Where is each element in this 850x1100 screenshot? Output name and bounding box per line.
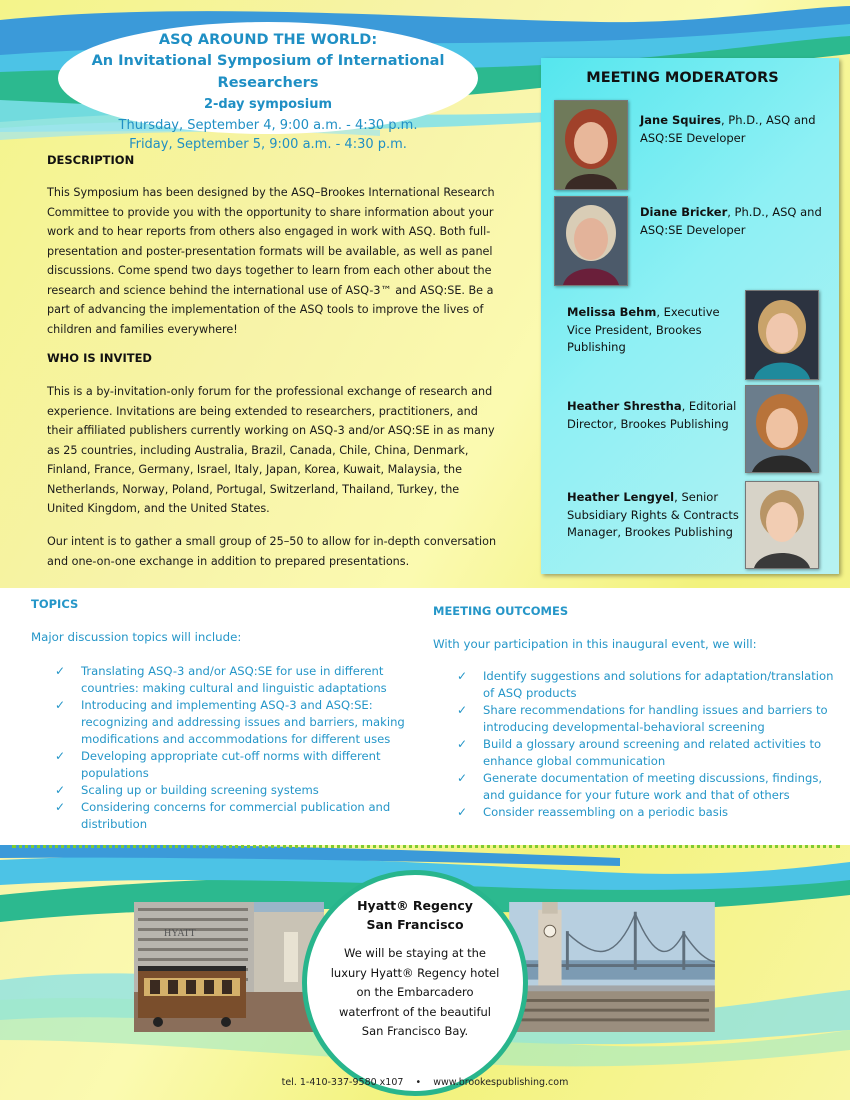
checkmark-icon: ✓: [457, 669, 468, 683]
list-item: ✓ Generate documentation of meeting discussions, findings, and guidance for your future work and that of others: [457, 771, 823, 802]
header-duration: 2-day symposium: [203, 97, 333, 112]
moderator-photo-heather-shrestha: [745, 385, 819, 473]
checkmark-icon: ✓: [55, 749, 66, 763]
description-line: children and families everywhere!: [47, 322, 238, 336]
list-item: ✓ Translating ASQ-3 and/or ASQ:SE for use in different countries: making cultural and linguistic adaptations: [55, 664, 387, 695]
list-item: ✓ Share recommendations for handling issues and barriers to introducing developmental-behavioral screening: [457, 703, 828, 734]
embarcadero-photo: [506, 902, 718, 1032]
list-item: ✓ Introducing and implementing ASQ-3 and ASQ:SE: recognizing and addressing issues and barriers, making modifications and accommodations for different uses: [55, 698, 405, 746]
checkmark-icon: ✓: [457, 771, 468, 785]
invited-line: Finland, France, Germany, Israel, Italy, Japan, Korea, Kuwait, Malaysia, the: [47, 463, 462, 476]
header-date-1: Thursday, September 4, 9:00 a.m. - 4:30 p.m.: [118, 118, 418, 133]
description-line: discussions. Come spend two days together to learn from each other about the: [47, 264, 492, 277]
invited-text: [47, 382, 527, 519]
moderator-name: Jane Squires: [640, 113, 721, 127]
divider-bottom: [12, 845, 840, 848]
list-item: ✓ Consider reassembling on a periodic basis: [457, 805, 729, 819]
moderator-photo-melissa-behm: [745, 290, 819, 380]
invited-line: United Kingdom, and the United States.: [47, 502, 270, 515]
outcomes-list: [433, 668, 843, 821]
moderator-photo-heather-lengyel: [745, 481, 819, 569]
checkmark-icon: ✓: [55, 800, 66, 814]
moderator-photo-jane-squires: [554, 100, 628, 190]
footer-phone: tel. 1-410-337-9580 x107: [281, 1077, 404, 1088]
outcomes-heading: MEETING OUTCOMES: [433, 604, 569, 618]
description-line: Committee to provide you with the opportunity to share information about your: [47, 205, 494, 219]
invited-line: This is a by-invitation-only forum for the professional exchange of research and: [47, 385, 493, 398]
moderator-name: Diane Bricker: [640, 205, 728, 219]
topics-heading: TOPICS: [31, 597, 79, 611]
header-subtitle: An Invitational Symposium of International Researchers: [91, 53, 445, 91]
moderator-name: Heather Lengyel: [567, 490, 675, 504]
footer-bullet: •: [415, 1077, 422, 1088]
checkmark-icon: ✓: [55, 698, 66, 712]
moderators-title: MEETING MODERATORS: [586, 70, 779, 86]
topics-intro: Major discussion topics will include:: [31, 630, 242, 644]
moderator-diane-bricker: Diane Bricker, Ph.D., ASQ and ASQ:SE Developer: [640, 205, 822, 237]
list-item: ✓ Identify suggestions and solutions for adaptation/translation of ASQ products: [457, 669, 834, 700]
moderator-photo-diane-bricker: [554, 196, 628, 286]
description-text: [47, 183, 527, 339]
checkmark-icon: ✓: [457, 805, 468, 819]
header-title: ASQ AROUND THE WORLD:: [158, 32, 378, 48]
moderator-jane-squires: Jane Squires, Ph.D., ASQ and ASQ:SE Developer: [640, 113, 816, 145]
description-line: part of advancing the implementation of the ASQ tools to improve the lives of: [47, 303, 484, 316]
intent-line: and one-on-one exchange in addition to prepared presentations.: [47, 554, 410, 568]
description-line: This Symposium has been designed by the ASQ–Brookes International Research: [47, 186, 495, 199]
description-heading: DESCRIPTION: [47, 153, 135, 167]
hyatt-sign: HYATT: [164, 928, 196, 939]
intent-line: Our intent is to gather a small group of 25–50 to allow for in-depth conversation: [47, 535, 497, 548]
invited-line: experience. Invitations are being extended to researchers, practitioners, and: [47, 404, 478, 418]
hotel-street-photo: [134, 902, 324, 1032]
description-line: research and science behind the international use of ASQ-3™ and ASQ:SE. Be a: [47, 283, 494, 297]
invited-line: their affiliated publishers currently working on ASQ-3 and/or ASQ:SE in as many: [47, 424, 495, 437]
moderator-melissa-behm: Melissa Behm, Executive Vice President, Brookes Publishing: [567, 305, 720, 354]
list-item: ✓ Considering concerns for commercial publication and distribution: [55, 800, 391, 831]
hotel-description: We will be staying at the luxury Hyatt® Regency hotel on the Embarcadero waterfront of the beautiful San Francisco Bay.: [330, 946, 500, 1038]
checkmark-icon: ✓: [55, 783, 66, 797]
moderator-heather-shrestha: Heather Shrestha, Editorial Director, Brookes Publishing: [567, 399, 737, 431]
intent-text: [47, 532, 527, 571]
checkmark-icon: ✓: [457, 737, 468, 751]
outcomes-intro: With your participation in this inaugural event, we will:: [433, 637, 757, 651]
moderator-name: Melissa Behm: [567, 305, 657, 319]
moderator-name: Heather Shrestha: [567, 399, 682, 413]
list-item: ✓ Scaling up or building screening systems: [55, 783, 319, 797]
topics-list: [31, 663, 411, 833]
list-item: ✓ Developing appropriate cut-off norms with different populations: [55, 749, 381, 780]
invited-line: Netherlands, Norway, Poland, Portugal, Switzerland, Thailand, Turkey, the: [47, 482, 460, 496]
description-line: work and to hear reports from others also engaged in work with ASQ. Both full-: [47, 225, 491, 238]
header: [58, 30, 478, 154]
moderator-heather-lengyel: Heather Lengyel, Senior Subsidiary Rights & Contracts Manager, Brookes Publishing: [567, 490, 739, 539]
checkmark-icon: ✓: [55, 664, 66, 678]
footer: [0, 1077, 850, 1088]
footer-website-link[interactable]: www.brookespublishing.com: [433, 1077, 569, 1088]
header-date-2: Friday, September 5, 9:00 a.m. - 4:30 p.m.: [129, 137, 407, 152]
checkmark-icon: ✓: [457, 703, 468, 717]
invited-line: as 25 countries, including Australia, Brazil, Canada, Chile, China, Denmark,: [47, 443, 469, 457]
hotel-title: Hyatt® Regency San Francisco: [357, 898, 473, 932]
description-line: presentation and poster-presentation formats will be available, as well as panel: [47, 244, 493, 258]
invited-heading: WHO IS INVITED: [47, 351, 152, 365]
list-item: ✓ Build a glossary around screening and related activities to enhance global communication: [457, 737, 822, 768]
